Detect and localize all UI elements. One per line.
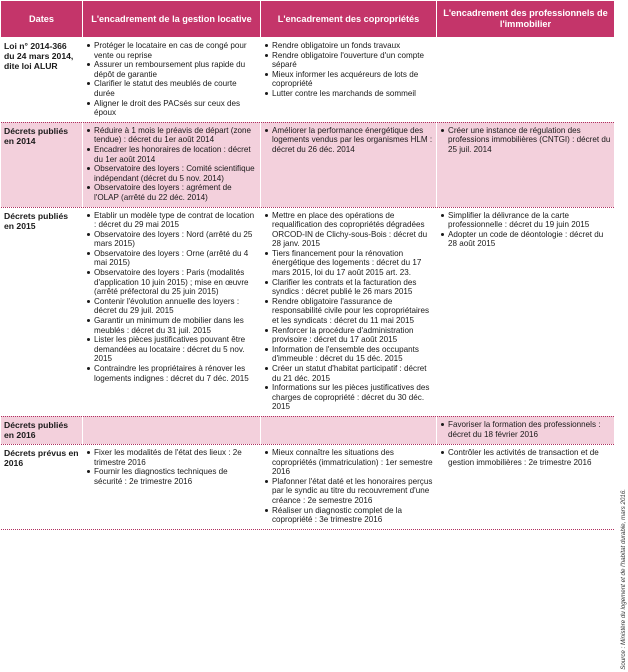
- cell-gestion-locative: [83, 444, 261, 529]
- table-header-row: [1, 1, 615, 38]
- cell-professionnels: [437, 207, 615, 416]
- table-row: [1, 207, 615, 416]
- row-date: Décrets publiés en 2016: [1, 416, 83, 444]
- table-body: [1, 38, 615, 530]
- list-item: Lister les pièces justificatives pouvant être demandées au locataire : décret du 5 nov. 2015: [86, 335, 257, 364]
- cell-gestion-locative: [83, 416, 261, 444]
- header-gestion-locative: L'encadrement de la gestion locative: [83, 1, 261, 38]
- cell-coproprietes: [261, 122, 437, 207]
- list-item: Observatoire des loyers : Orne (arrêté du 4 mai 2015): [86, 249, 257, 268]
- bullet-list: [440, 420, 611, 439]
- row-date: Loi n° 2014-366 du 24 mars 2014, dite loi ALUR: [1, 38, 83, 123]
- cell-coproprietes: [261, 38, 437, 123]
- header-coproprietes: L'encadrement des copropriétés: [261, 1, 437, 38]
- header-dates: Dates: [1, 1, 83, 38]
- list-item: Créer un statut d'habitat participatif : décret du 21 déc. 2015: [264, 364, 433, 383]
- list-item: Contenir l'évolution annuelle des loyers : décret du 29 juil. 2015: [86, 297, 257, 316]
- list-item: Réaliser un diagnostic complet de la copropriété : 3e trimestre 2016: [264, 506, 433, 525]
- row-date: Décrets publiés en 2015: [1, 207, 83, 416]
- bullet-list: [86, 448, 257, 486]
- table-row: [1, 38, 615, 123]
- list-item: Fournir les diagnostics techniques de sécurité : 2e trimestre 2016: [86, 467, 257, 486]
- list-item: Renforcer la procédure d'administration provisoire : décret du 17 août 2015: [264, 326, 433, 345]
- cell-professionnels: [437, 416, 615, 444]
- cell-coproprietes: [261, 207, 437, 416]
- source-note: Source : Ministère du logement et de l'habitat durable, mars 2016.: [620, 489, 627, 670]
- bullet-list: [440, 126, 611, 155]
- bullet-list: [86, 211, 257, 384]
- list-item: Fixer les modalités de l'état des lieux : 2e trimestre 2016: [86, 448, 257, 467]
- bullet-list: [264, 126, 433, 155]
- list-item: Mieux connaître les situations des copropriétés (immatriculation) : 1er semestre 2016: [264, 448, 433, 477]
- list-item: Mieux informer les acquéreurs de lots de copropriété: [264, 70, 433, 89]
- bullet-list: [86, 126, 257, 203]
- list-item: Rendre obligatoire un fonds travaux: [264, 41, 433, 51]
- cell-gestion-locative: [83, 38, 261, 123]
- list-item: Plafonner l'état daté et les honoraires perçus par le syndic au titre du recouvrement d'une créance : 2e semestre 2016: [264, 477, 433, 506]
- list-item: Lutter contre les marchands de sommeil: [264, 89, 433, 99]
- list-item: Observatoire des loyers : Paris (modalités d'application 10 juin 2015) ; mise en œuvre (arrêté préfectoral du 25 juin 2015): [86, 268, 257, 297]
- list-item: Contraindre les propriétaires à rénover les logements indignes : décret du 7 déc. 2015: [86, 364, 257, 383]
- bullet-list: [264, 211, 433, 412]
- bullet-list: [440, 211, 611, 249]
- bullet-list: [264, 41, 433, 99]
- cell-professionnels: [437, 38, 615, 123]
- list-item: Garantir un minimum de mobilier dans les meublés : décret du 31 juil. 2015: [86, 316, 257, 335]
- list-item: Observatoire des loyers : agrément de l'OLAP (arrêté du 22 déc. 2014): [86, 183, 257, 202]
- list-item: Réduire à 1 mois le préavis de départ (zone tendue) : décret du 1er août 2014: [86, 126, 257, 145]
- table-row: [1, 416, 615, 444]
- list-item: Observatoire des loyers : Nord (arrêté du 25 mars 2015): [86, 230, 257, 249]
- list-item: Encadrer les honoraires de location : décret du 1er août 2014: [86, 145, 257, 164]
- list-item: Créer une instance de régulation des professions immobilières (CNTGI) : décret du 25 juil. 2014: [440, 126, 611, 155]
- cell-coproprietes: [261, 444, 437, 529]
- list-item: Observatoire des loyers : Comité scientifique indépendant (décret du 5 nov. 2014): [86, 164, 257, 183]
- list-item: Clarifier le statut des meublés de courte durée: [86, 79, 257, 98]
- list-item: Assurer un remboursement plus rapide du dépôt de garantie: [86, 60, 257, 79]
- cell-gestion-locative: [83, 122, 261, 207]
- list-item: Favoriser la formation des professionnels : décret du 18 février 2016: [440, 420, 611, 439]
- list-item: Rendre obligatoire l'ouverture d'un compte séparé: [264, 51, 433, 70]
- list-item: Protéger le locataire en cas de congé pour vente ou reprise: [86, 41, 257, 60]
- row-date: Décrets prévus en 2016: [1, 444, 83, 529]
- list-item: Simplifier la délivrance de la carte professionnelle : décret du 19 juin 2015: [440, 211, 611, 230]
- bullet-list: [86, 41, 257, 118]
- list-item: Améliorer la performance énergétique des logements vendus par les organismes HLM : décret du 26 déc. 2014: [264, 126, 433, 155]
- list-item: Informations sur les pièces justificatives des charges de copropriété : décret du 30 déc. 2015: [264, 383, 433, 412]
- list-item: Clarifier les contrats et la facturation des syndics : décret publié le 26 mars 2015: [264, 278, 433, 297]
- list-item: Information de l'ensemble des occupants d'immeuble : décret du 15 déc. 2015: [264, 345, 433, 364]
- list-item: Contrôler les activités de transaction et de gestion immobilières : 2e trimestre 2016: [440, 448, 611, 467]
- bullet-list: [440, 448, 611, 467]
- row-date: Décrets publiés en 2014: [1, 122, 83, 207]
- list-item: Etablir un modèle type de contrat de location : décret du 29 mai 2015: [86, 211, 257, 230]
- list-item: Aligner le droit des PACsés sur ceux des époux: [86, 99, 257, 118]
- bullet-list: [264, 448, 433, 525]
- table-row: [1, 444, 615, 529]
- list-item: Tiers financement pour la rénovation énergétique des logements : décret du 17 mars 2015, loi du 17 août 2015 art. 23.: [264, 249, 433, 278]
- cell-professionnels: [437, 122, 615, 207]
- table-row: [1, 122, 615, 207]
- list-item: Adopter un code de déontologie : décret du 28 août 2015: [440, 230, 611, 249]
- list-item: Rendre obligatoire l'assurance de responsabilité civile pour les copropriétaires et les syndicats : décret du 11 mai 2015: [264, 297, 433, 326]
- header-professionnels: L'encadrement des professionnels de l'immobilier: [437, 1, 615, 38]
- list-item: Mettre en place des opérations de requalification des copropriétés dégradées ORCOD-IN de Clichy-sous-Bois : décret du 28 janv. 2015: [264, 211, 433, 249]
- cell-gestion-locative: [83, 207, 261, 416]
- cell-professionnels: [437, 444, 615, 529]
- cell-coproprietes: [261, 416, 437, 444]
